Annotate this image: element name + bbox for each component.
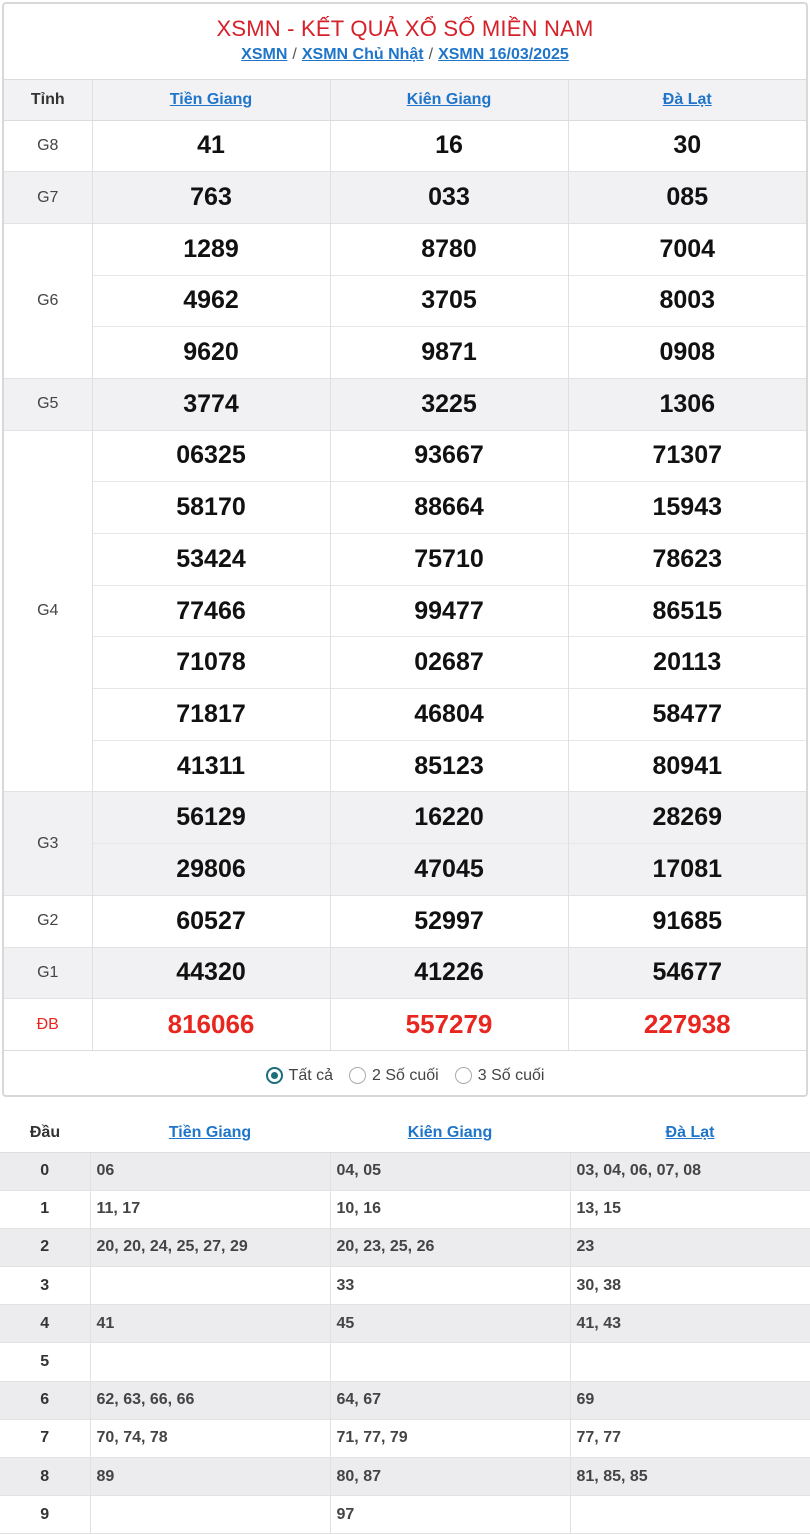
prize-row [4, 378, 806, 430]
prize-row [4, 585, 806, 637]
breadcrumb-xsmn-date[interactable]: XSMN 16/03/2025 [438, 46, 569, 63]
province-link-kien-giang[interactable] [330, 80, 568, 120]
prize-number: 41226 [330, 947, 568, 999]
breadcrumb-separator: / [292, 46, 297, 63]
province-link-text[interactable]: Tiền Giang [168, 1123, 252, 1141]
prize-number: 227938 [568, 999, 806, 1051]
prize-row [4, 482, 806, 534]
prize-label: G8 [4, 120, 92, 172]
prize-number: 85123 [330, 740, 568, 792]
results-header [4, 4, 806, 80]
prize-number: 3705 [330, 275, 568, 327]
lotto-values: 13, 15 [570, 1190, 810, 1228]
prize-number: 58170 [92, 482, 330, 534]
prize-number: 77466 [92, 585, 330, 637]
lotto-values: 64, 67 [330, 1381, 570, 1419]
dau-digit: 7 [0, 1419, 90, 1457]
lotto-values: 20, 20, 24, 25, 27, 29 [90, 1228, 330, 1266]
province-link-da-lat[interactable] [568, 80, 806, 120]
lotto-values: 41, 43 [570, 1305, 810, 1343]
lotto-values: 89 [90, 1458, 330, 1496]
lotto-head-table [0, 1114, 810, 1534]
dau-digit: 9 [0, 1496, 90, 1534]
prize-number: 3225 [330, 378, 568, 430]
prize-number: 56129 [92, 792, 330, 844]
prize-label: ĐB [4, 999, 92, 1051]
prize-number: 1306 [568, 378, 806, 430]
prize-number: 30 [568, 120, 806, 172]
lotto-values: 10, 16 [330, 1190, 570, 1228]
lotto-values: 23 [570, 1228, 810, 1266]
prize-number: 46804 [330, 689, 568, 741]
radio-icon[interactable] [349, 1067, 366, 1084]
lotto-values: 30, 38 [570, 1267, 810, 1305]
prize-number: 53424 [92, 534, 330, 586]
filter-option-label: Tất cả [288, 1066, 334, 1084]
lotto-row [0, 1458, 810, 1496]
lotto-values: 81, 85, 85 [570, 1458, 810, 1496]
lotto-province-kien-giang[interactable] [330, 1114, 570, 1152]
filter-option[interactable] [349, 1067, 439, 1085]
results-table [4, 80, 806, 1050]
lotto-values: 45 [330, 1305, 570, 1343]
lotto-values: 97 [330, 1496, 570, 1534]
prize-label: G4 [4, 430, 92, 792]
prize-number: 78623 [568, 534, 806, 586]
prize-row [4, 223, 806, 275]
lotto-row [0, 1305, 810, 1343]
prize-number: 28269 [568, 792, 806, 844]
lotto-values [90, 1496, 330, 1534]
prize-number: 1289 [92, 223, 330, 275]
prize-number: 47045 [330, 844, 568, 896]
radio-icon[interactable] [266, 1067, 283, 1084]
prize-number: 29806 [92, 844, 330, 896]
lotto-row [0, 1267, 810, 1305]
prize-number: 085 [568, 172, 806, 224]
filter-option-label: 3 Số cuối [477, 1066, 545, 1084]
lotto-row [0, 1152, 810, 1190]
prize-number: 3774 [92, 378, 330, 430]
lotto-header-row [0, 1114, 810, 1152]
dau-column-label: Đầu [0, 1114, 90, 1152]
prize-label: G2 [4, 895, 92, 947]
results-body [4, 120, 806, 1050]
lotto-values [90, 1343, 330, 1381]
lotto-values: 20, 23, 25, 26 [330, 1228, 570, 1266]
prize-row [4, 895, 806, 947]
dau-digit: 0 [0, 1152, 90, 1190]
breadcrumb-xsmn[interactable]: XSMN [241, 46, 288, 63]
prize-label: G1 [4, 947, 92, 999]
prize-number: 557279 [330, 999, 568, 1051]
prize-label: G6 [4, 223, 92, 378]
prize-number: 44320 [92, 947, 330, 999]
prize-number: 15943 [568, 482, 806, 534]
prize-number: 20113 [568, 637, 806, 689]
lotto-body [0, 1152, 810, 1534]
dau-digit: 5 [0, 1343, 90, 1381]
prize-number: 16220 [330, 792, 568, 844]
prize-row [4, 740, 806, 792]
province-link-text[interactable]: Đà Lạt [665, 1123, 715, 1141]
prize-number: 60527 [92, 895, 330, 947]
breadcrumb-xsmn-sunday[interactable]: XSMN Chủ Nhật [301, 46, 424, 63]
page-title: XSMN - KẾT QUẢ XỔ SỐ MIỀN NAM [216, 16, 594, 41]
prize-row [4, 999, 806, 1051]
lotto-row [0, 1496, 810, 1534]
lotto-row [0, 1343, 810, 1381]
prize-number: 88664 [330, 482, 568, 534]
filter-option-label: 2 Số cuối [372, 1066, 439, 1084]
province-link-text[interactable]: Đà Lạt [662, 90, 712, 108]
dau-digit: 2 [0, 1228, 90, 1266]
dau-digit: 1 [0, 1190, 90, 1228]
results-header-row [4, 80, 806, 120]
lotto-values [330, 1343, 570, 1381]
prize-number: 71817 [92, 689, 330, 741]
prize-number: 9871 [330, 327, 568, 379]
lotto-values: 71, 77, 79 [330, 1419, 570, 1457]
prize-number: 99477 [330, 585, 568, 637]
province-link-text[interactable]: Kiên Giang [407, 1123, 493, 1141]
prize-number: 80941 [568, 740, 806, 792]
dau-digit: 6 [0, 1381, 90, 1419]
lotto-values [570, 1343, 810, 1381]
lotto-province-da-lat[interactable] [570, 1114, 810, 1152]
prize-row [4, 534, 806, 586]
lotto-row [0, 1228, 810, 1266]
prize-number: 8780 [330, 223, 568, 275]
prize-number: 54677 [568, 947, 806, 999]
prize-row [4, 172, 806, 224]
prize-number: 75710 [330, 534, 568, 586]
prize-number: 16 [330, 120, 568, 172]
lotto-values: 80, 87 [330, 1458, 570, 1496]
dau-digit: 4 [0, 1305, 90, 1343]
province-column-label: Tỉnh [4, 80, 92, 120]
digit-filter [4, 1050, 806, 1097]
prize-number: 8003 [568, 275, 806, 327]
prize-number: 93667 [330, 430, 568, 482]
prize-number: 58477 [568, 689, 806, 741]
province-link-text[interactable]: Tiền Giang [169, 90, 253, 108]
prize-row [4, 327, 806, 379]
prize-row [4, 947, 806, 999]
prize-number: 52997 [330, 895, 568, 947]
prize-number: 816066 [92, 999, 330, 1051]
filter-option[interactable] [266, 1067, 333, 1085]
prize-number: 41 [92, 120, 330, 172]
lotto-row [0, 1381, 810, 1419]
lotto-values: 04, 05 [330, 1152, 570, 1190]
dau-digit: 8 [0, 1458, 90, 1496]
dau-digit: 3 [0, 1267, 90, 1305]
lotto-values: 06 [90, 1152, 330, 1190]
prize-number: 763 [92, 172, 330, 224]
prize-row [4, 792, 806, 844]
prize-row [4, 120, 806, 172]
prize-label: G7 [4, 172, 92, 224]
province-link-text[interactable]: Kiên Giang [406, 90, 492, 108]
breadcrumb-separator: / [428, 46, 434, 63]
lotto-values: 03, 04, 06, 07, 08 [570, 1152, 810, 1190]
prize-number: 17081 [568, 844, 806, 896]
lotto-values: 11, 17 [90, 1190, 330, 1228]
prize-row [4, 637, 806, 689]
lotto-values: 62, 63, 66, 66 [90, 1381, 330, 1419]
lotto-values: 33 [330, 1267, 570, 1305]
prize-number: 91685 [568, 895, 806, 947]
prize-row [4, 844, 806, 896]
lotto-values: 69 [570, 1381, 810, 1419]
prize-number: 02687 [330, 637, 568, 689]
prize-number: 0908 [568, 327, 806, 379]
prize-label: G3 [4, 792, 92, 895]
lotto-row [0, 1419, 810, 1457]
prize-number: 9620 [92, 327, 330, 379]
prize-row [4, 275, 806, 327]
prize-number: 71078 [92, 637, 330, 689]
results-card [2, 2, 808, 1097]
filter-option[interactable] [455, 1067, 545, 1085]
lotto-values: 77, 77 [570, 1419, 810, 1457]
prize-number: 06325 [92, 430, 330, 482]
lotto-values: 70, 74, 78 [90, 1419, 330, 1457]
breadcrumb [4, 46, 806, 64]
prize-number: 86515 [568, 585, 806, 637]
lotto-values [570, 1496, 810, 1534]
radio-icon[interactable] [455, 1067, 472, 1084]
lotto-province-tien-giang[interactable] [90, 1114, 330, 1152]
prize-label: G5 [4, 378, 92, 430]
prize-number: 71307 [568, 430, 806, 482]
prize-number: 7004 [568, 223, 806, 275]
prize-number: 4962 [92, 275, 330, 327]
lotto-values: 41 [90, 1305, 330, 1343]
prize-number: 033 [330, 172, 568, 224]
province-link-tien-giang[interactable] [92, 80, 330, 120]
lotto-values [90, 1267, 330, 1305]
prize-row [4, 689, 806, 741]
prize-number: 41311 [92, 740, 330, 792]
prize-row [4, 430, 806, 482]
lotto-row [0, 1190, 810, 1228]
